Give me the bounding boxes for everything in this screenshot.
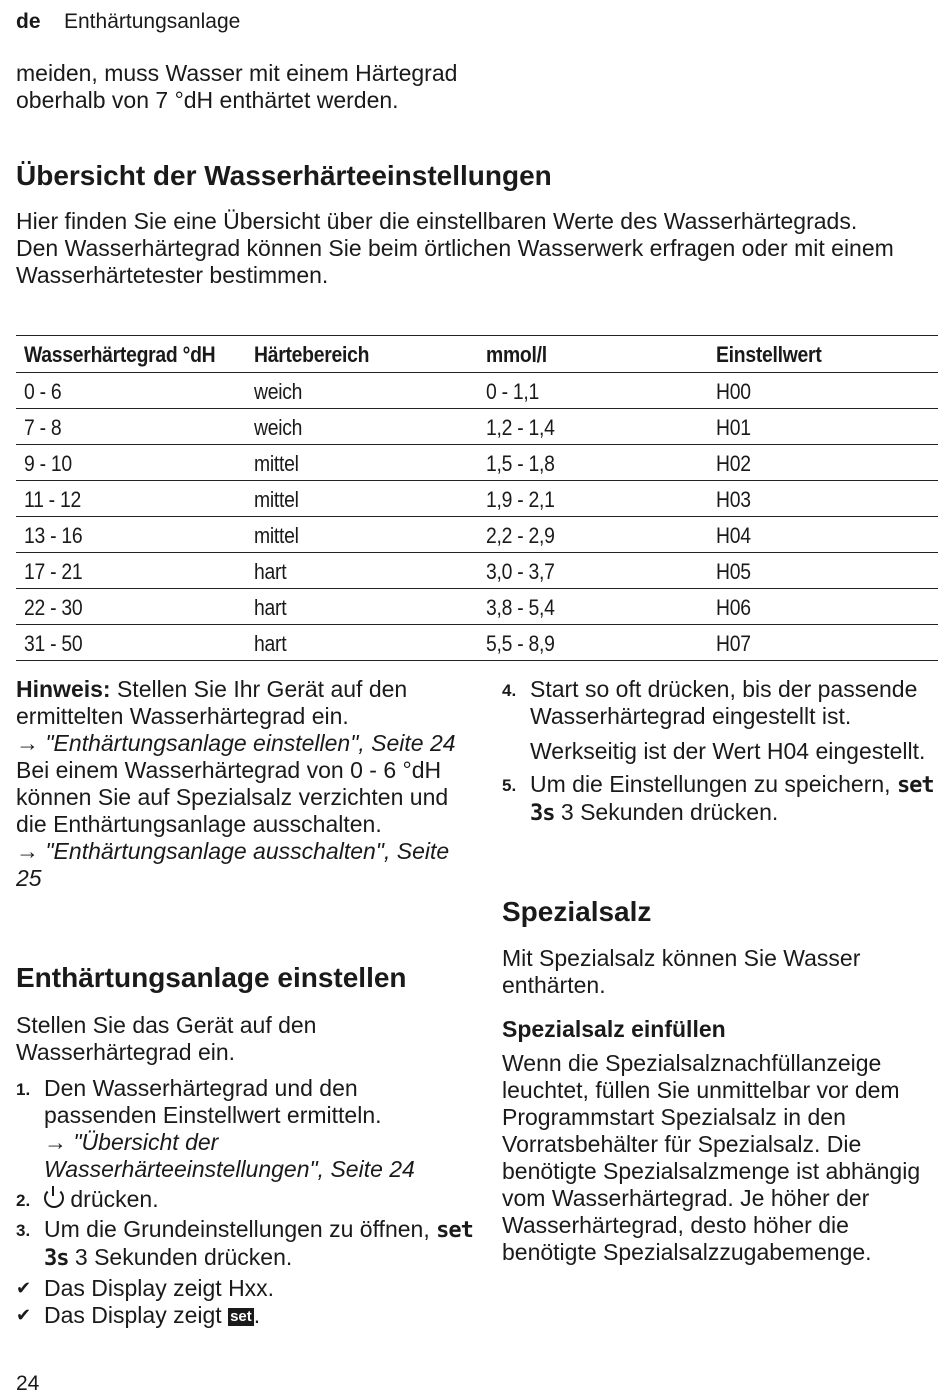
water-hardness-table xyxy=(16,335,938,661)
check-icon: ✔ xyxy=(16,1278,32,1298)
table-header-cell: Härtebereich xyxy=(254,342,370,367)
note-block xyxy=(16,676,476,892)
table-cell: H00 xyxy=(716,379,751,404)
check-icon: ✔ xyxy=(16,1305,32,1325)
table-cell: 17 - 21 xyxy=(24,559,83,584)
table-cell: 1,2 - 1,4 xyxy=(486,415,555,440)
setup-title: Enthärtungsanlage einstellen xyxy=(16,962,407,993)
step-4-note: Werkseitig ist der Wert H04 eingestellt. xyxy=(530,738,926,764)
step-text: Um die Einstellungen zu speichern, xyxy=(530,771,891,797)
result-text: Das Display zeigt Hxx. xyxy=(44,1275,275,1301)
step-5 xyxy=(502,771,942,827)
table-header-cell: Einstellwert xyxy=(716,342,822,367)
table-cell: 1,5 - 1,8 xyxy=(486,451,555,476)
result-2: ✔ Das Display zeigt set. xyxy=(16,1302,261,1328)
table-cell: 22 - 30 xyxy=(24,595,83,620)
set-3s-button-symbol: set 3s xyxy=(530,773,934,826)
table-header-row xyxy=(16,335,938,373)
step-1-reference[interactable] xyxy=(44,1129,476,1183)
note-reference-2[interactable] xyxy=(16,838,476,892)
table-cell: 0 - 1,1 xyxy=(486,379,540,404)
table-cell: mittel xyxy=(254,487,299,512)
step-3 xyxy=(16,1216,476,1272)
table-cell: 0 - 6 xyxy=(24,379,62,404)
setup-intro: Stellen Sie das Gerät auf den Wasserhärtegrad ein. xyxy=(16,1012,317,1065)
note-reference-link[interactable]: "Enthärtungsanlage ausschalten", Seite 25 xyxy=(16,838,450,891)
note-text-2: Bei einem Wasserhärtegrad von 0 - 6 °dH können Sie auf Spezialsalz verzichten und die Enthärtungsanlage ausschalten. xyxy=(16,757,449,837)
overview-text xyxy=(16,208,941,289)
note-label: Hinweis: xyxy=(16,676,111,702)
table-cell: H07 xyxy=(716,631,751,656)
step-number: 1. xyxy=(16,1080,31,1099)
note-text: Stellen Sie Ihr Gerät auf den ermittelten Wasserhärtegrad ein. xyxy=(16,676,408,729)
table-row xyxy=(16,625,938,661)
step-text: 3 Sekunden drücken. xyxy=(74,1244,293,1270)
table-cell: 3,0 - 3,7 xyxy=(486,559,555,584)
table-cell: 1,9 - 2,1 xyxy=(486,487,555,512)
table-cell: H04 xyxy=(716,523,751,548)
table-header-cell: mmol/l xyxy=(486,342,547,367)
arrow-right-icon: → xyxy=(16,838,39,864)
header-language: de xyxy=(16,10,41,33)
note-reference-link[interactable]: "Enthärtungsanlage einstellen", Seite 24 xyxy=(45,730,456,756)
table-cell: 11 - 12 xyxy=(24,487,81,512)
table-cell: mittel xyxy=(254,523,299,548)
salt-subtitle: Spezialsalz einfüllen xyxy=(502,1016,726,1042)
step-1 xyxy=(16,1075,476,1183)
step-text: drücken. xyxy=(70,1186,159,1212)
step-2 xyxy=(16,1186,476,1213)
arrow-right-icon: → xyxy=(16,730,39,756)
table-cell: 7 - 8 xyxy=(24,415,62,440)
table-cell: 3,8 - 5,4 xyxy=(486,595,555,620)
page-number: 24 xyxy=(16,1372,40,1395)
table-cell: weich xyxy=(254,415,303,440)
step-number: 4. xyxy=(502,681,517,700)
table-row xyxy=(16,553,938,589)
set-3s-button-symbol: set 3s xyxy=(44,1218,473,1271)
table-row xyxy=(16,409,938,445)
result-text: Das Display zeigt xyxy=(44,1302,222,1328)
step-number: 5. xyxy=(502,776,517,795)
setup-steps-continued xyxy=(502,676,942,830)
note-reference-1[interactable] xyxy=(16,730,476,757)
arrow-right-icon: → xyxy=(44,1129,67,1155)
power-icon xyxy=(44,1188,64,1208)
table-cell: hart xyxy=(254,631,287,656)
step-text: so oft drücken, bis der passende Wasserhärtegrad eingestellt ist. xyxy=(530,676,918,729)
header-title: Enthärtungsanlage xyxy=(64,10,241,33)
result-1 xyxy=(16,1275,476,1302)
table-row xyxy=(16,481,938,517)
table-cell: hart xyxy=(254,595,287,620)
step-text: Um die Grundeinstellungen zu öffnen, xyxy=(44,1216,430,1242)
overview-paragraph-1: Hier finden Sie eine Übersicht über die einstellbaren Werte des Wasserhärtegrads. xyxy=(16,208,858,234)
step-number: 3. xyxy=(16,1221,31,1240)
table-cell: H06 xyxy=(716,595,751,620)
table-cell: H05 xyxy=(716,559,751,584)
overview-paragraph-2: Den Wasserhärtegrad können Sie beim örtlichen Wasserwerk erfragen oder mit einem Wasserhärtetester bestimmen. xyxy=(16,235,894,288)
table-cell: 13 - 16 xyxy=(24,523,83,548)
step-reference-link[interactable]: "Übersicht der Wasserhärteeinstellungen", Seite 24 xyxy=(44,1129,415,1182)
table-row xyxy=(16,373,938,409)
salt-paragraph: Wenn die Spezialsalznachfüllanzeige leuchtet, füllen Sie unmittelbar vor dem Programmstart Spezialsalz in den Vorratsbehälter für Spezialsalz. Die benötigte Spezialsalzmenge ist abhängig vom Wasserhärtegrad. Je höher der Wasserhärtegrad, desto höher die benötigte Spezialsalzzugabemenge. xyxy=(502,1050,921,1265)
table-cell: H02 xyxy=(716,451,751,476)
table-cell: 9 - 10 xyxy=(24,451,72,476)
table-cell: 5,5 - 8,9 xyxy=(486,631,555,656)
salt-intro: Mit Spezialsalz können Sie Wasser enthärten. xyxy=(502,945,861,998)
table-header-cell: Wasserhärtegrad °dH xyxy=(24,342,216,367)
step-number: 2. xyxy=(16,1191,31,1210)
table-cell: weich xyxy=(254,379,303,404)
overview-title: Übersicht der Wasserhärteeinstellungen xyxy=(16,160,552,191)
step-text: 3 Sekunden drücken. xyxy=(560,799,779,825)
step-4 xyxy=(502,676,942,730)
salt-title: Spezialsalz xyxy=(502,896,652,927)
table-cell: 31 - 50 xyxy=(24,631,83,656)
start-button-label: Start xyxy=(530,676,579,702)
table-cell: mittel xyxy=(254,451,299,476)
setup-steps xyxy=(16,1075,476,1332)
table-cell: hart xyxy=(254,559,287,584)
table-cell: H03 xyxy=(716,487,751,512)
table-row xyxy=(16,517,938,553)
table-cell: H01 xyxy=(716,415,751,440)
display-set-symbol: set xyxy=(230,1308,252,1325)
table-row xyxy=(16,445,938,481)
intro-paragraph: meiden, muss Wasser mit einem Härtegrad oberhalb von 7 °dH enthärtet werden. xyxy=(16,60,458,113)
table-cell: 2,2 - 2,9 xyxy=(486,523,555,548)
step-text: Den Wasserhärtegrad und den passenden Einstellwert ermitteln. xyxy=(44,1075,382,1128)
table-row xyxy=(16,589,938,625)
